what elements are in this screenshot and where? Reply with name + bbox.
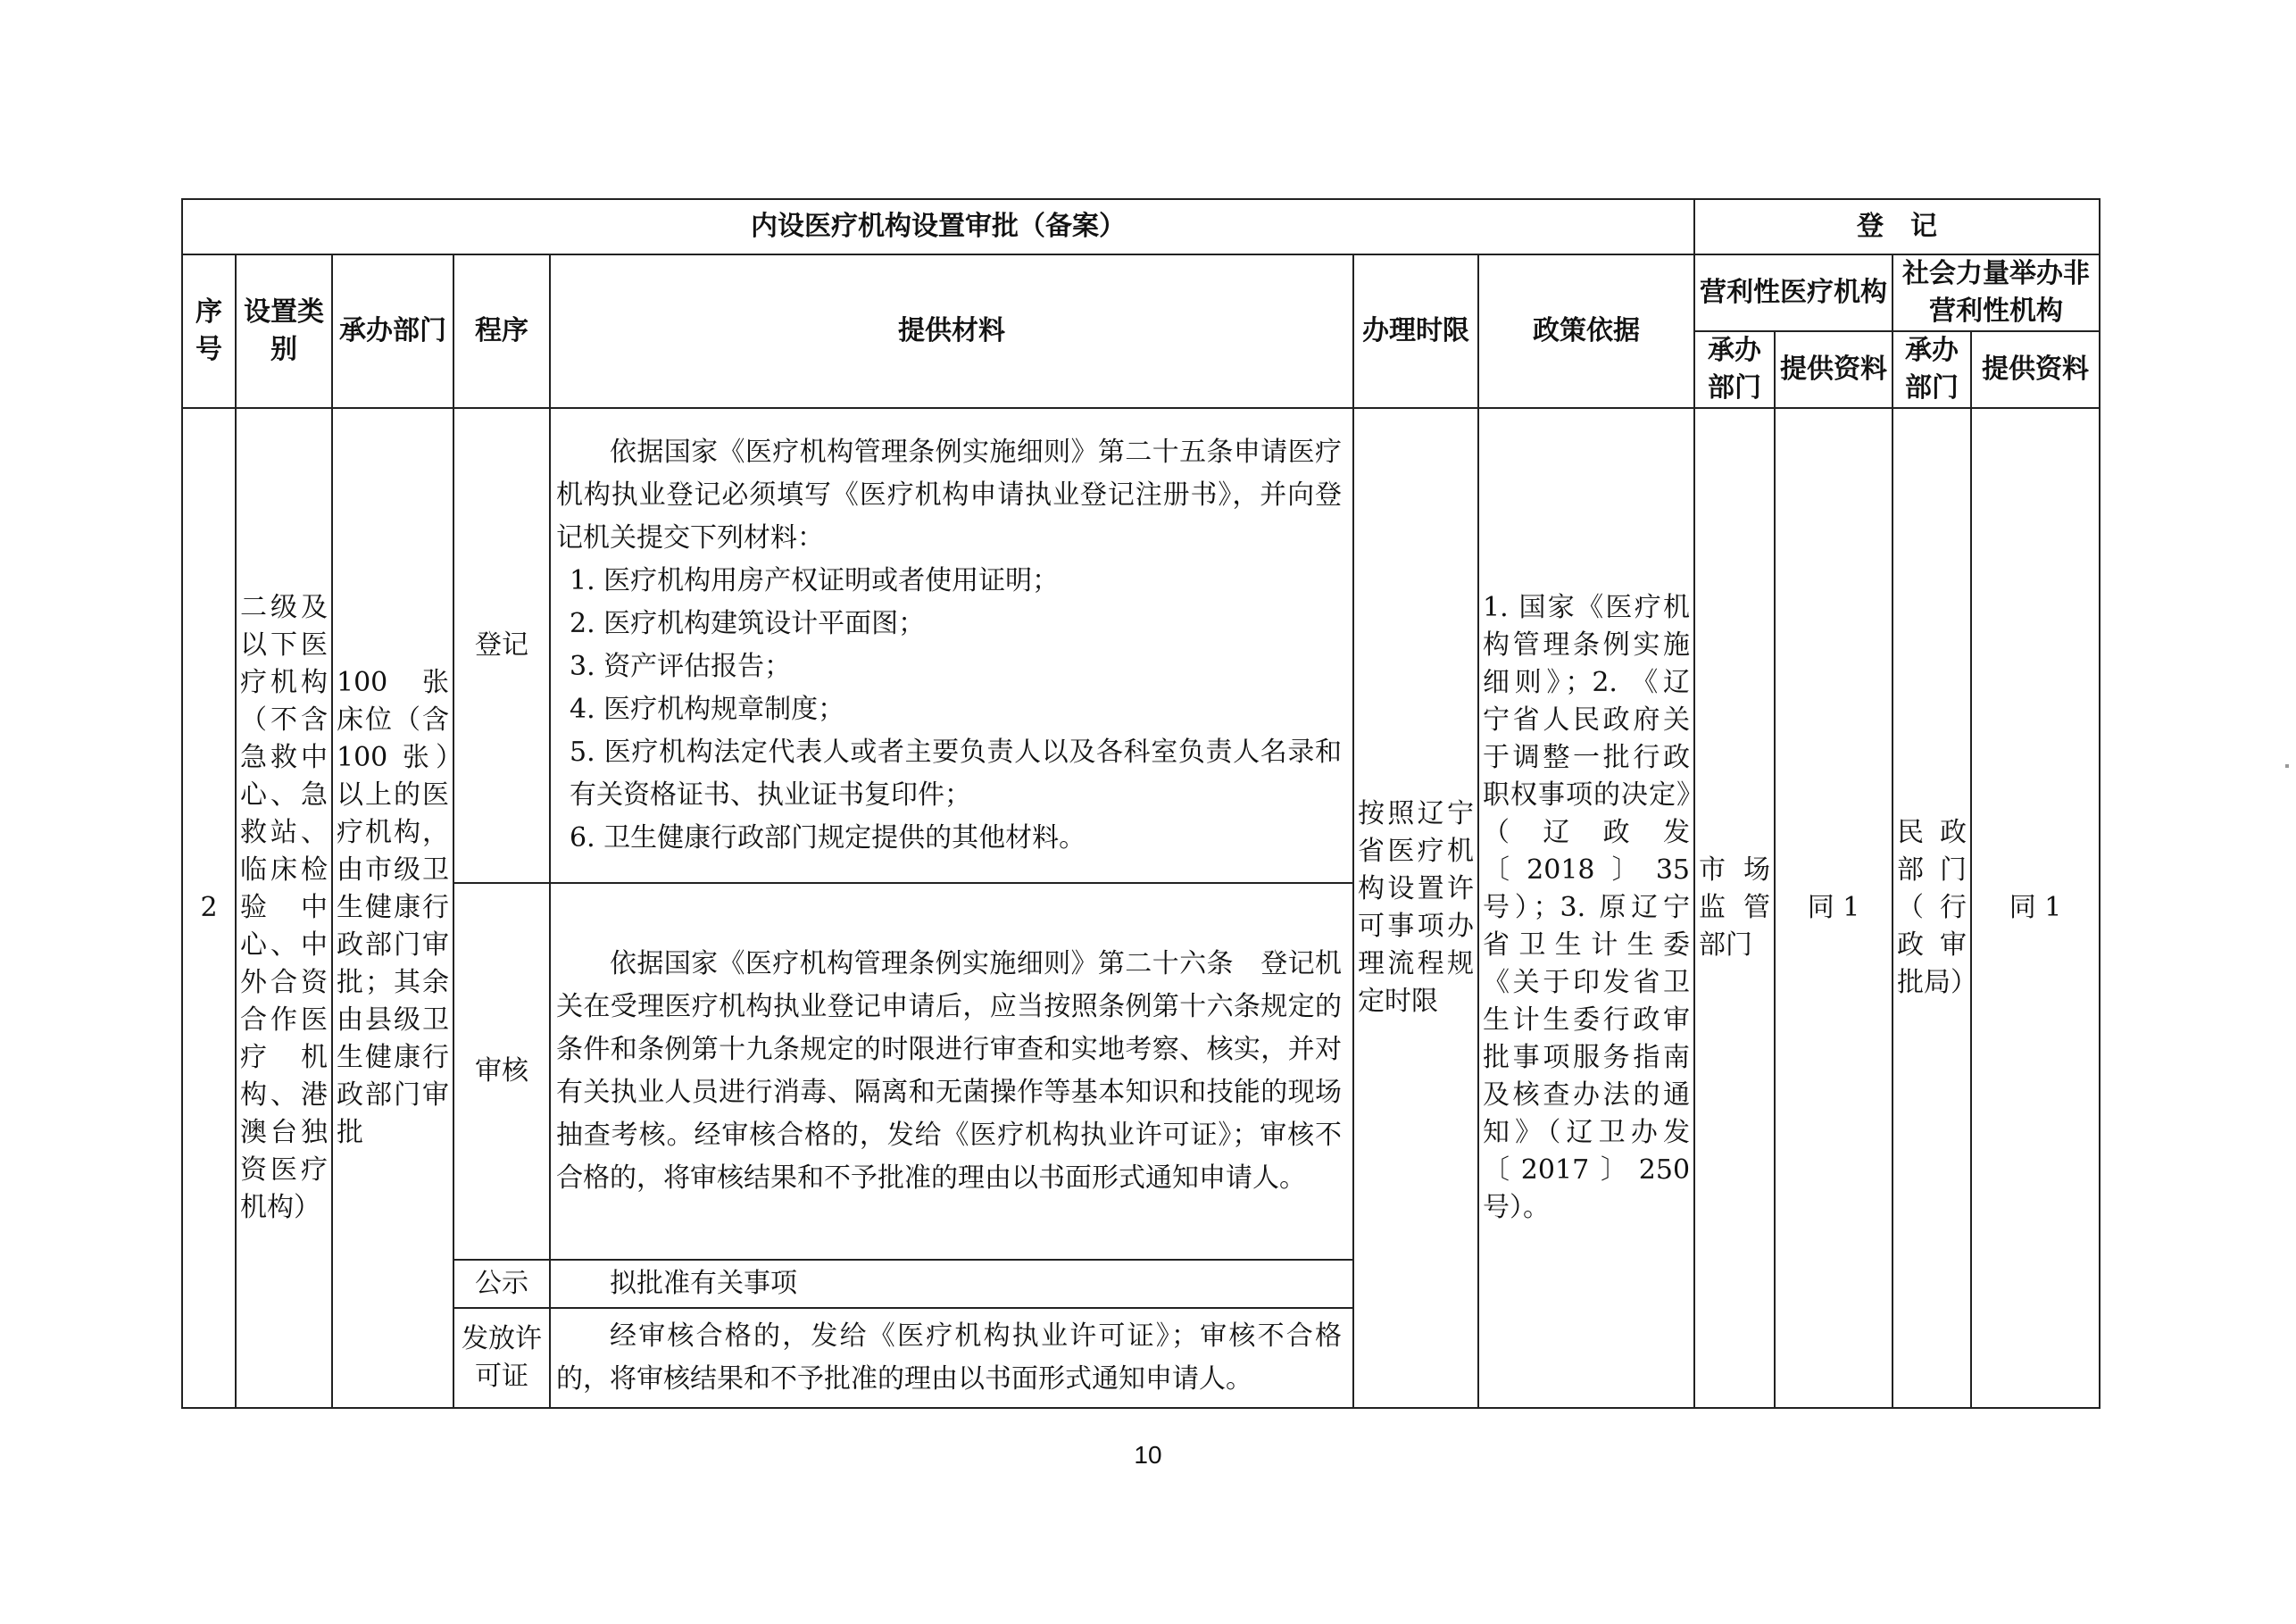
section-title-right: 登 记 xyxy=(1694,199,2100,254)
step-materials-issue xyxy=(550,1308,1353,1408)
header-type: 设置类别 xyxy=(236,254,332,408)
header-materials: 提供材料 xyxy=(550,254,1353,408)
header-profit: 营利性医疗机构 xyxy=(1694,254,1893,331)
header-proc: 程序 xyxy=(453,254,550,408)
header-policy: 政策依据 xyxy=(1478,254,1694,408)
row-type: 二级及以下医疗机构（不含急救中心、急救站、临床检验中心、中外合资合作医疗机构、港澳台独资医疗机构） xyxy=(236,408,332,1408)
header-profit-materials: 提供资料 xyxy=(1775,331,1893,408)
header-seq: 序号 xyxy=(182,254,236,408)
section-title-left: 内设医疗机构设置审批（备案） xyxy=(182,199,1694,254)
header-nonprofit-dept: 承办部门 xyxy=(1893,331,1971,408)
header-nonprofit: 社会力量举办非营利性机构 xyxy=(1893,254,2100,331)
issue-text: 经审核合格的，发给《医疗机构执业许可证》；审核不合格的，将审核结果和不予批准的理由以书面形式通知申请人。 xyxy=(556,1320,1342,1395)
row-seq: 2 xyxy=(182,408,236,1408)
row-dept: 100 张床位（含100 张）以上的医疗机构，由市级卫生健康行政部门审批；其余由县级卫生健康行政部门审批 xyxy=(332,408,453,1408)
register-item: 1. 医疗机构用房产权证明或者使用证明； xyxy=(570,565,1060,596)
step-materials-publicity xyxy=(550,1260,1353,1308)
step-name-publicity: 公示 xyxy=(453,1260,550,1308)
header-time: 办理时限 xyxy=(1353,254,1478,408)
row-profit-materials: 同 1 xyxy=(1775,408,1893,1408)
row-nonprofit-materials: 同 1 xyxy=(1971,408,2100,1408)
publicity-text: 拟批准有关事项 xyxy=(610,1268,797,1299)
step-materials-review xyxy=(550,883,1353,1260)
approval-table xyxy=(181,198,2101,1409)
register-intro: 依据国家《医疗机构管理条例实施细则》第二十五条申请医疗机构执业登记必须填写《医疗机构申请执业登记注册书》，并向登记机关提交下列材料： xyxy=(556,437,1342,554)
register-item: 5. 医疗机构法定代表人或者主要负责人以及各科室负责人名录和有关资格证书、执业证书复印件； xyxy=(570,737,1342,811)
register-item: 3. 资产评估报告； xyxy=(570,651,792,682)
scan-mark xyxy=(2285,764,2289,768)
step-name-issue: 发放许可证 xyxy=(453,1308,550,1408)
header-nonprofit-materials: 提供资料 xyxy=(1971,331,2100,408)
review-text: 依据国家《医疗机构管理条例实施细则》第二十六条 登记机关在受理医疗机构执业登记申请后，应当按照条例第十六条规定的条件和条例第十九条规定的时限进行审查和实地考察、核实，并对有关执业人员进行消毒、隔离和无菌操作等基本知识和技能的现场抽查考核。经审核合格的，发给《医疗机构执业许可证》；审核不合格的，将审核结果和不予批准的理由以书面形式通知申请人。 xyxy=(556,948,1342,1194)
step-name-review: 审核 xyxy=(453,883,550,1260)
register-item: 4. 医疗机构规章制度； xyxy=(570,694,845,725)
header-dept: 承办部门 xyxy=(332,254,453,408)
step-name-register: 登记 xyxy=(453,408,550,883)
row-policy: 1. 国家《医疗机构管理条例实施细则》；2. 《辽宁省人民政府关于调整一批行政职权事项的决定》（辽政发〔2018〕35 号）；3. 原辽宁省卫生计生委《关于印发省卫生计生委行政审批事项服务指南及核查办法的通知》（辽卫办发〔2017〕250 号）。 xyxy=(1478,408,1694,1408)
row-time: 按照辽宁省医疗机构设置许可事项办理流程规定时限 xyxy=(1353,408,1478,1408)
header-profit-dept: 承办部门 xyxy=(1694,331,1775,408)
row-nonprofit-dept: 民政部门（行政审批局） xyxy=(1893,408,1971,1408)
row-profit-dept: 市场监管部门 xyxy=(1694,408,1775,1408)
step-materials-register xyxy=(550,408,1353,883)
register-item: 6. 卫生健康行政部门规定提供的其他材料。 xyxy=(570,822,1086,854)
page-number: 10 xyxy=(1134,1441,1162,1469)
register-item: 2. 医疗机构建筑设计平面图； xyxy=(570,608,926,639)
